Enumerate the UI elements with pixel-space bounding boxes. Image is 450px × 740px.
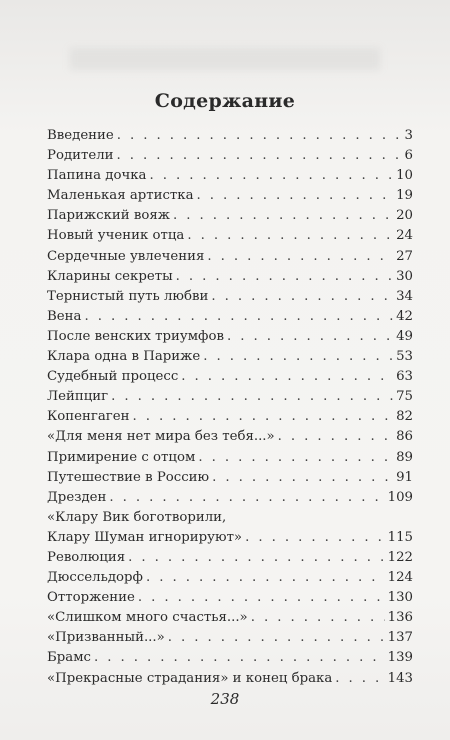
dot-leader	[173, 206, 393, 226]
toc-entry	[47, 186, 413, 206]
page-number: 238	[210, 690, 240, 708]
toc-entry-page: 49	[396, 328, 413, 344]
toc-entry-page: 124	[387, 570, 413, 586]
toc-entry-page: 53	[396, 349, 413, 365]
dot-leader	[251, 608, 385, 628]
toc-entry-page: 143	[387, 670, 413, 686]
toc-entry-label: Копенгаген	[47, 409, 130, 425]
toc-entry-page: 3	[404, 128, 413, 143]
toc-entry-label: Революция	[47, 549, 126, 565]
toc-entry-label: Введение	[47, 128, 114, 143]
dot-leader	[203, 347, 393, 367]
toc-entry-label: После венских триумфов	[47, 328, 224, 344]
dot-leader	[146, 568, 385, 588]
dot-leader	[109, 488, 384, 508]
dot-leader	[211, 287, 393, 307]
toc-entry-label: Примирение с отцом	[47, 449, 196, 465]
toc-entry-label: «Призванный...»	[47, 630, 165, 646]
page-title: Содержание	[154, 90, 296, 112]
toc-entry-page: 136	[387, 610, 413, 626]
toc-entry	[47, 327, 413, 347]
toc-entry-label: Клара одна в Париже	[47, 349, 201, 365]
toc-entry-label: Парижский вояж	[47, 208, 170, 224]
toc-entry-label: Вена	[47, 308, 82, 324]
toc-entry-page: 86	[396, 429, 413, 445]
toc-entry	[47, 307, 413, 327]
dot-leader	[181, 367, 393, 387]
toc-entry	[47, 427, 413, 447]
toc-entry-page: 20	[396, 208, 413, 224]
dot-leader	[245, 528, 385, 548]
toc-entry-label: Папина дочка	[47, 168, 147, 184]
dot-leader	[168, 628, 385, 648]
dot-leader	[84, 307, 393, 327]
toc-entry	[47, 166, 413, 186]
toc-entry-page: 63	[396, 369, 413, 385]
toc-entry-page: 115	[387, 529, 413, 545]
toc-entry-page: 19	[396, 188, 413, 204]
dot-leader	[212, 468, 393, 488]
toc-entry-page: 122	[387, 549, 413, 565]
toc-entry-label: Новый ученик отца	[47, 228, 185, 244]
toc-entry-label: Сердечные увлечения	[47, 248, 205, 264]
dot-leader	[278, 427, 393, 447]
toc-entry-page: 130	[387, 590, 413, 606]
toc-entry-page: 137	[387, 630, 413, 646]
toc-entry-page: 34	[396, 288, 413, 304]
table-of-contents	[47, 126, 413, 689]
dot-leader	[335, 669, 384, 689]
toc-entry-label	[47, 508, 242, 548]
toc-entry-page: 75	[396, 389, 413, 405]
toc-entry-page: 10	[396, 168, 413, 184]
toc-entry	[47, 267, 413, 287]
toc-entry	[47, 287, 413, 307]
bleed-through-text	[70, 48, 380, 70]
toc-entry-page: 6	[404, 148, 413, 164]
dot-leader	[187, 226, 393, 246]
dot-leader	[150, 166, 394, 186]
toc-entry	[47, 146, 413, 166]
toc-entry	[47, 588, 413, 608]
toc-entry	[47, 608, 413, 628]
dot-leader	[128, 548, 384, 568]
toc-entry	[47, 448, 413, 468]
toc-entry	[47, 226, 413, 246]
toc-entry	[47, 367, 413, 387]
toc-entry-label: «Прекрасные страдания» и конец брака	[47, 670, 333, 686]
toc-entry	[47, 126, 413, 146]
dot-leader	[176, 267, 393, 287]
toc-entry-label: Отторжение	[47, 590, 135, 606]
dot-leader	[117, 146, 402, 166]
toc-entry-page: 89	[396, 449, 413, 465]
toc-entry	[47, 206, 413, 226]
dot-leader	[111, 387, 393, 407]
toc-entry-label-line1: «Клару Вик боготворили,	[47, 509, 227, 525]
toc-entry-page: 82	[396, 409, 413, 425]
toc-entry-label: Судебный процесс	[47, 369, 179, 385]
toc-entry-page: 139	[387, 650, 413, 666]
toc-entry	[47, 468, 413, 488]
dot-leader	[138, 588, 385, 608]
dot-leader	[132, 407, 393, 427]
toc-entry-page: 42	[396, 308, 413, 324]
dot-leader	[227, 327, 393, 347]
toc-entry-label: Кларины секреты	[47, 268, 173, 284]
toc-entry-label: Дюссельдорф	[47, 570, 143, 586]
toc-entry-label: Путешествие в Россию	[47, 469, 210, 485]
toc-entry-page: 91	[396, 469, 413, 485]
dot-leader	[198, 448, 393, 468]
dot-leader	[117, 126, 402, 146]
toc-entry	[47, 628, 413, 648]
dot-leader	[207, 247, 393, 267]
toc-entry	[47, 508, 413, 548]
toc-entry-page: 24	[396, 228, 413, 244]
toc-entry	[47, 669, 413, 689]
toc-entry-label: Тернистый путь любви	[47, 288, 209, 304]
toc-entry	[47, 247, 413, 267]
toc-entry-label: Дрезден	[47, 489, 107, 505]
toc-entry-label: «Для меня нет мира без тебя...»	[47, 429, 275, 445]
toc-entry-page: 30	[396, 268, 413, 284]
toc-entry	[47, 648, 413, 668]
toc-entry	[47, 347, 413, 367]
toc-entry-label: Родители	[47, 148, 114, 164]
toc-entry-page: 27	[396, 248, 413, 264]
toc-entry	[47, 488, 413, 508]
toc-entry	[47, 407, 413, 427]
dot-leader	[94, 648, 385, 668]
toc-entry-label: «Слишком много счастья...»	[47, 610, 248, 626]
toc-entry	[47, 548, 413, 568]
toc-entry-label-line2: Клару Шуман игнорируют»	[47, 529, 243, 545]
dot-leader	[197, 186, 394, 206]
toc-entry-label: Брамс	[47, 650, 92, 666]
toc-entry-label: Маленькая артистка	[47, 188, 194, 204]
toc-entry	[47, 568, 413, 588]
toc-entry-label: Лейпциг	[47, 389, 109, 405]
toc-entry	[47, 387, 413, 407]
toc-entry-page: 109	[387, 489, 413, 505]
